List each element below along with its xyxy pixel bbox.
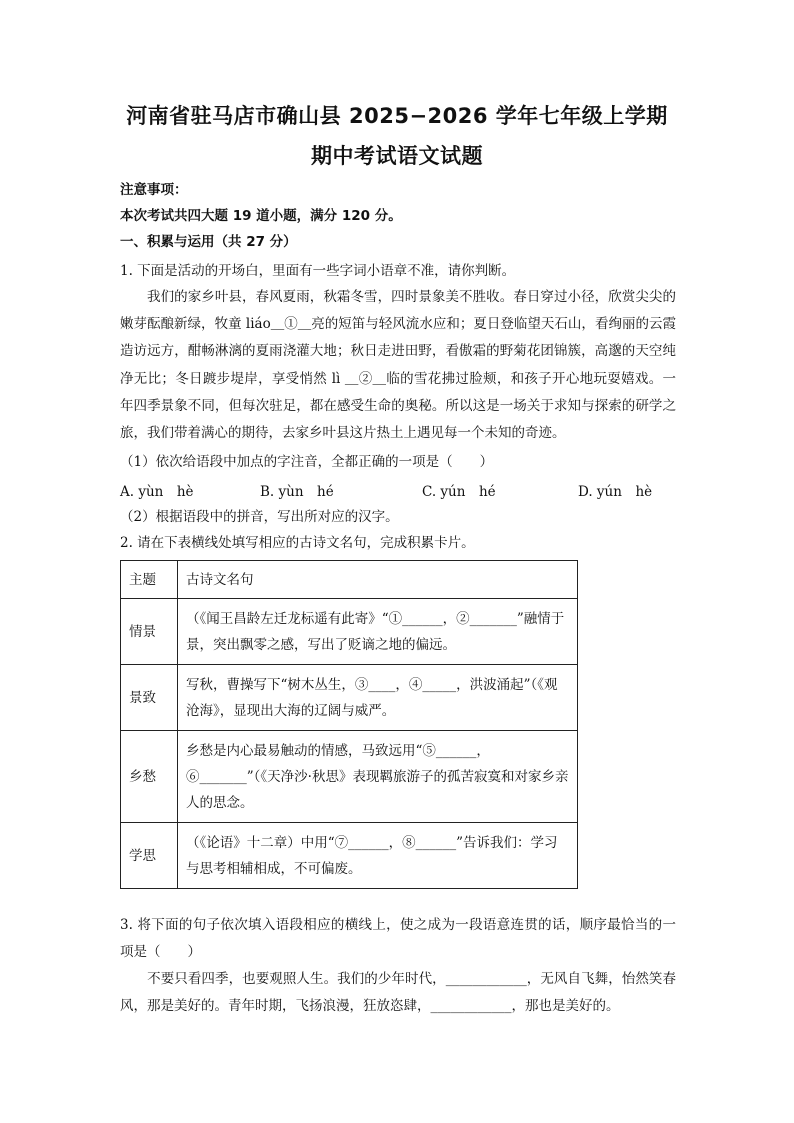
- table-row: [121, 823, 578, 889]
- exam-title-line1: 河南省驻马店市确山县 2025−2026 学年七年级上学期: [126, 104, 668, 128]
- table-cell-topic: 景致: [121, 665, 178, 731]
- table-cell-topic: 乡愁: [121, 731, 178, 823]
- table-header-row: [121, 561, 578, 599]
- notice-summary: 本次考试共四大题 19 道小题，满分 120 分。: [120, 208, 402, 224]
- q1-stem: 1. 下面是活动的开场白，里面有一些字词小语章不准，请你判断。: [120, 263, 516, 279]
- q3-stem: 3. 将下面的句子依次填入语段相应的横线上，使之成为一段语意连贯的话，顺序最恰当的一项是（ ）: [120, 917, 676, 961]
- table-header-topic: 主题: [121, 561, 178, 599]
- option-a[interactable]: A. yùn hè: [120, 484, 194, 500]
- notice-heading: 注意事项：: [120, 182, 188, 198]
- option-d[interactable]: D. yún hè: [578, 484, 653, 500]
- accumulation-card-table: [120, 560, 578, 889]
- q1-passage: 我们的家乡叶县，春风夏雨，秋霜冬雪，四时景象美不胜收。春日穿过小径，欣赏尖尖的嫩芽酝酿新绿，牧童 liáo＿①＿亮的短笛与轻风流水应和；夏日登临望天石山，看绚丽的云霞造访远方，酣畅淋漓的夏雨浇灌大地；秋日走进田野，看傲霜的野菊花团锦簇，高邈的天空纯净无比；冬日踱步堤岸，享受悄然 lì ＿②＿临的雪花拂过脸颊，和孩子开心地玩耍嬉戏。一年四季景象不同，但每次驻足，都在感受生命的奥秘。所以这是一场关于求知与探索的研学之旅，我们带着满心的期待，去家乡叶县这片热土上遇见每一个未知的奇迹。: [120, 289, 676, 442]
- table-cell-content: 写秋，曹操写下“树木丛生，③____，④_____，洪波涌起”（《观沧海》，显现出大海的辽阔与威严。: [178, 665, 578, 731]
- table-cell-topic: 情景: [121, 599, 178, 665]
- q1-options: [120, 480, 680, 500]
- q3-passage: 不要只看四季，也要观照人生。我们的少年时代，____________，无风自飞舞，怡然笑春风，那是美好的。青年时期，飞扬浪漫，狂放恣肆，____________，那也是美好的。: [120, 971, 676, 1015]
- table-row: [121, 599, 578, 665]
- table-cell-content: 乡愁是内心最易触动的情感，马致远用“⑤______，⑥_______”（《天净沙·秋思》表现羁旅游子的孤苦寂寞和对家乡亲人的思念。: [178, 731, 578, 823]
- table-header-content: 古诗文名句: [178, 561, 578, 599]
- q1-sub2: （2）根据语段中的拼音，写出所对应的汉字。: [120, 509, 399, 525]
- table-cell-content: （《论语》十二章）中用“⑦______，⑧______”告诉我们：学习与思考相辅相成，不可偏废。: [178, 823, 578, 889]
- table-row: [121, 665, 578, 731]
- option-c[interactable]: C. yún hé: [422, 484, 496, 500]
- q1-sub1: （1）依次给语段中加点的字注音，全都正确的一项是（ ）: [120, 454, 494, 470]
- exam-title-line2: 期中考试语文试题: [311, 144, 483, 168]
- section1-heading: 一、积累与运用（共 27 分）: [120, 234, 297, 250]
- option-b[interactable]: B. yùn hé: [260, 484, 334, 500]
- table-cell-content: （《闻王昌龄左迁龙标遥有此寄》“①______，②_______”融情于景，突出飘零之感，写出了贬谪之地的偏远。: [178, 599, 578, 665]
- q2-stem: 2. 请在下表横线处填写相应的古诗文名句，完成积累卡片。: [120, 535, 475, 551]
- table-cell-topic: 学思: [121, 823, 178, 889]
- table-row: [121, 731, 578, 823]
